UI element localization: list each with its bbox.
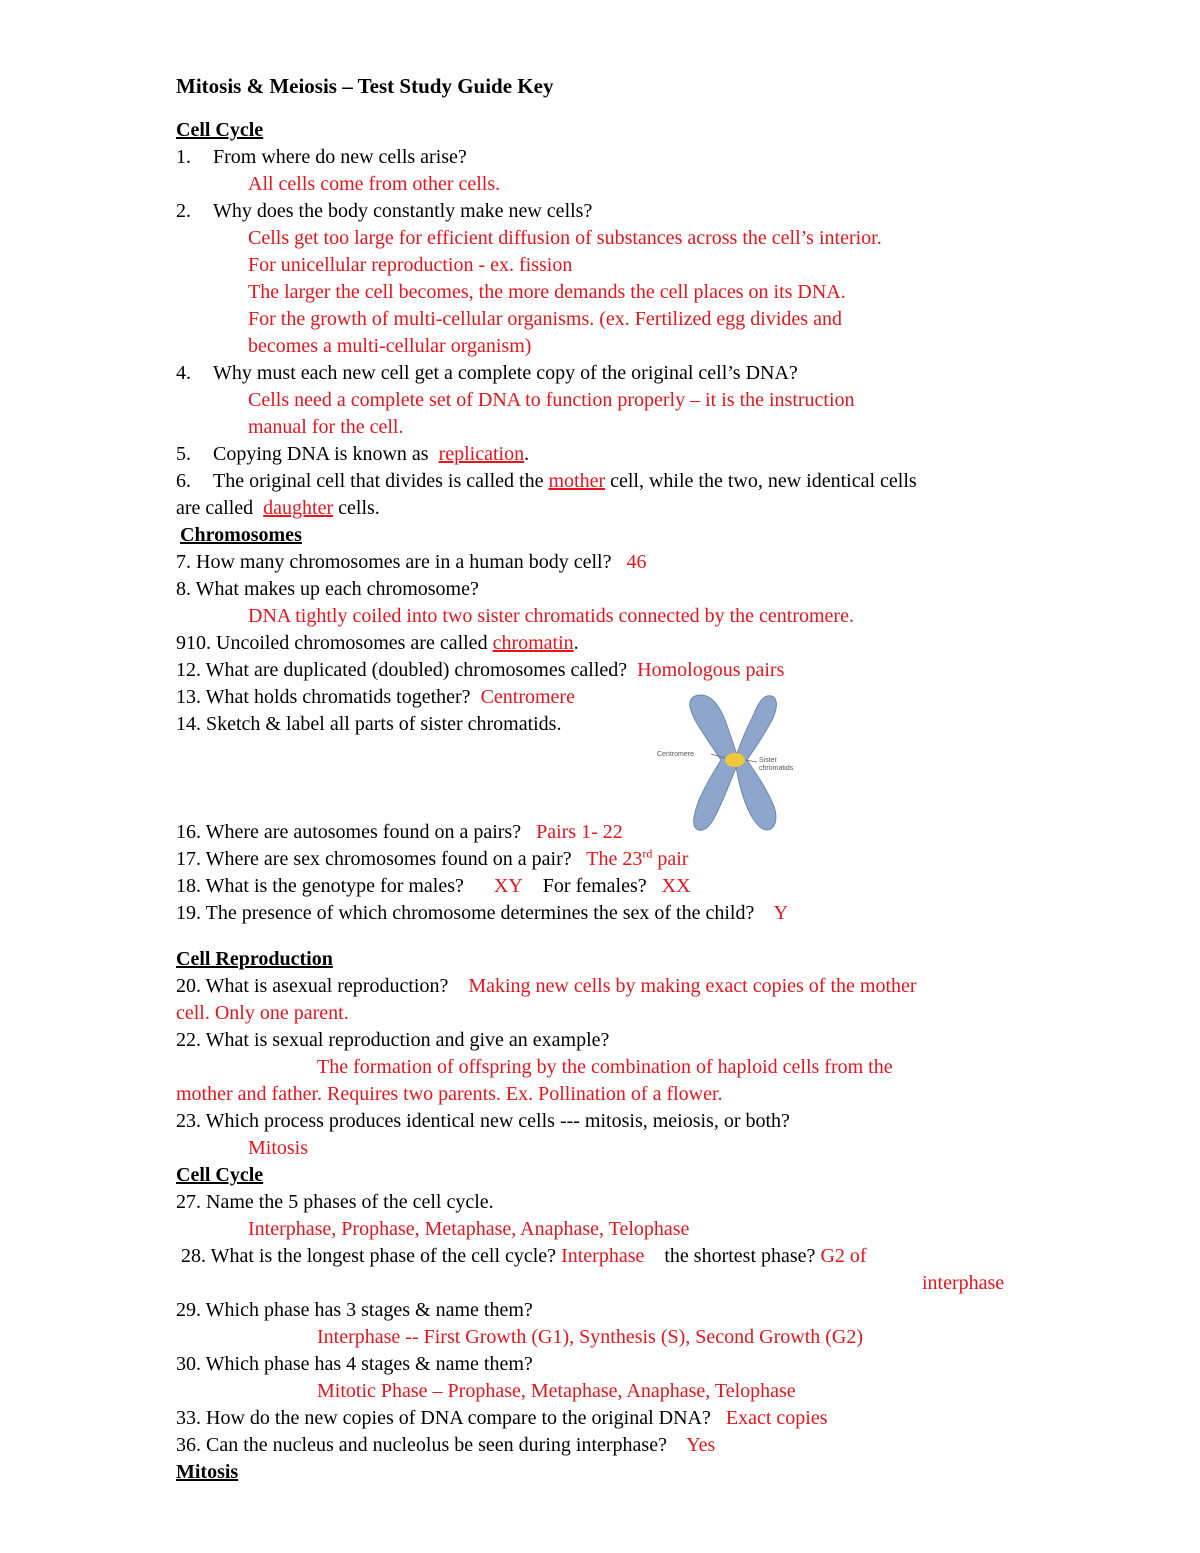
answer-blank: mother — [548, 470, 606, 492]
answer: Centromere — [480, 686, 575, 708]
question-text: Why must each new cell get a complete copy of the original cell’s DNA? — [213, 362, 798, 384]
question-18 — [176, 874, 691, 898]
question-text: From where do new cells arise? — [213, 146, 467, 168]
question-4 — [176, 361, 798, 385]
answer: XX — [661, 875, 691, 897]
answer: 46 — [626, 551, 647, 573]
question-19 — [176, 901, 788, 925]
question-36 — [176, 1433, 715, 1457]
question-16 — [176, 820, 623, 844]
question-text: cell, while the two, new identical cells — [610, 470, 917, 492]
question-5 — [176, 442, 530, 466]
section-heading-cell-cycle-2: Cell Cycle — [176, 1164, 264, 1186]
section-heading-cell-cycle: Cell Cycle — [176, 119, 264, 141]
question-23: 23. Which process produces identical new cells --- mitosis, meiosis, or both? — [176, 1110, 790, 1132]
question-29: 29. Which phase has 3 stages & name them? — [176, 1299, 533, 1321]
answer: Interphase — [561, 1245, 645, 1267]
page-title: Mitosis & Meiosis – Test Study Guide Key — [176, 74, 554, 98]
question-text: 7. How many chromosomes are in a human body cell? — [176, 551, 612, 573]
answer-23: Mitosis — [248, 1137, 309, 1159]
answer: G2 of — [820, 1245, 867, 1267]
section-heading-mitosis: Mitosis — [176, 1461, 239, 1483]
answer-28-continued: interphase — [922, 1272, 1005, 1294]
answer-29: Interphase -- First Growth (G1), Synthesis (S), Second Growth (G2) — [317, 1326, 864, 1348]
figure-label-sister: Sister — [759, 757, 777, 764]
question-text: 28. What is the longest phase of the cell cycle? — [181, 1245, 557, 1267]
question-30: 30. Which phase has 4 stages & name them? — [176, 1353, 533, 1375]
question-1 — [176, 145, 467, 169]
question-text: cells. — [338, 497, 380, 519]
answer-1: All cells come from other cells. — [248, 173, 501, 195]
answer: The 23rd pair — [586, 846, 689, 870]
centromere-marker — [725, 753, 745, 767]
punctuation: . — [573, 632, 579, 654]
question-33 — [176, 1406, 828, 1430]
punctuation: . — [524, 443, 530, 465]
answer-2-line: For the growth of multi-cellular organisms. (ex. Fertilized egg divides and — [248, 308, 842, 330]
question-text: 18. What is the genotype for males? — [176, 875, 464, 897]
answer: Exact copies — [725, 1407, 828, 1429]
question-28 — [181, 1244, 867, 1268]
answer-27: Interphase, Prophase, Metaphase, Anaphase, Telophase — [248, 1218, 690, 1240]
question-17 — [176, 847, 688, 871]
question-text: 19. The presence of which chromosome determines the sex of the child? — [176, 902, 755, 924]
question-text: 12. What are duplicated (doubled) chromosomes called? — [176, 659, 628, 681]
question-text: 33. How do the new copies of DNA compare to the original DNA? — [176, 1407, 711, 1429]
answer-2-line: For unicellular reproduction - ex. fission — [248, 254, 573, 276]
answer-2-line: The larger the cell becomes, the more demands the cell places on its DNA. — [248, 281, 846, 303]
answer: Y — [773, 902, 789, 924]
question-text: 17. Where are sex chromosomes found on a pair? — [176, 848, 572, 870]
question-text: The original cell that divides is called the — [213, 470, 544, 492]
question-8: 8. What makes up each chromosome? — [176, 578, 479, 600]
question-2 — [176, 199, 593, 223]
question-text: 13. What holds chromatids together? — [176, 686, 471, 708]
answer: Pairs 1- 22 — [536, 821, 623, 843]
question-text: 36. Can the nucleus and nucleolus be seen during interphase? — [176, 1434, 667, 1456]
answer-30: Mitotic Phase – Prophase, Metaphase, Anaphase, Telophase — [317, 1380, 796, 1402]
answer-blank: chromatin — [492, 632, 574, 654]
question-20 — [176, 974, 917, 998]
answer-2-line: becomes a multi-cellular organism) — [248, 335, 532, 357]
question-text: the shortest phase? — [664, 1245, 816, 1267]
figure-label-chromatids: chromatids — [759, 765, 794, 772]
answer-8: DNA tightly coiled into two sister chromatids connected by the centromere. — [248, 605, 854, 627]
question-text: Why does the body constantly make new cells? — [213, 200, 593, 222]
question-7 — [176, 550, 646, 574]
answer-22-line: The formation of offspring by the combination of haploid cells from the — [317, 1056, 893, 1078]
question-text: 16. Where are autosomes found on a pairs? — [176, 821, 522, 843]
question-text: 20. What is asexual reproduction? — [176, 975, 449, 997]
answer-22-line: mother and father. Requires two parents. Ex. Pollination of a flower. — [176, 1083, 723, 1105]
question-number: 1. — [176, 146, 191, 168]
question-12 — [176, 658, 784, 682]
question-text: 910. Uncoiled chromosomes are called — [176, 632, 488, 654]
question-6 — [176, 469, 917, 493]
question-22: 22. What is sexual reproduction and give an example? — [176, 1029, 610, 1051]
section-heading-cell-reproduction: Cell Reproduction — [176, 948, 333, 970]
chromosome-figure — [655, 690, 815, 835]
question-number: 4. — [176, 362, 191, 384]
answer-4-line: Cells need a complete set of DNA to function properly – it is the instruction — [248, 389, 855, 411]
answer-4-line: manual for the cell. — [248, 416, 404, 438]
answer: Making new cells by making exact copies of the mother — [468, 975, 917, 997]
question-number: 2. — [176, 200, 191, 222]
question-910 — [176, 631, 579, 655]
answer-2-line: Cells get too large for efficient diffusion of substances across the cell’s interior. — [248, 227, 882, 249]
question-6-continued — [176, 496, 380, 520]
question-number: 5. — [176, 443, 191, 465]
question-27: 27. Name the 5 phases of the cell cycle. — [176, 1191, 494, 1213]
answer-blank: daughter — [263, 497, 334, 519]
question-13 — [176, 685, 575, 709]
figure-label-centromere: Centromere — [657, 751, 694, 758]
question-number: 6. — [176, 470, 191, 492]
question-14: 14. Sketch & label all parts of sister chromatids. — [176, 713, 562, 735]
question-text: are called — [176, 497, 254, 519]
section-heading-chromosomes: Chromosomes — [180, 524, 302, 546]
question-text: For females? — [542, 875, 647, 897]
question-text: Copying DNA is known as — [213, 443, 429, 465]
answer: Homologous pairs — [637, 659, 785, 681]
answer: Yes — [686, 1434, 716, 1456]
answer-blank: replication — [438, 443, 525, 465]
answer-20-continued: cell. Only one parent. — [176, 1002, 349, 1024]
answer: XY — [493, 875, 523, 897]
